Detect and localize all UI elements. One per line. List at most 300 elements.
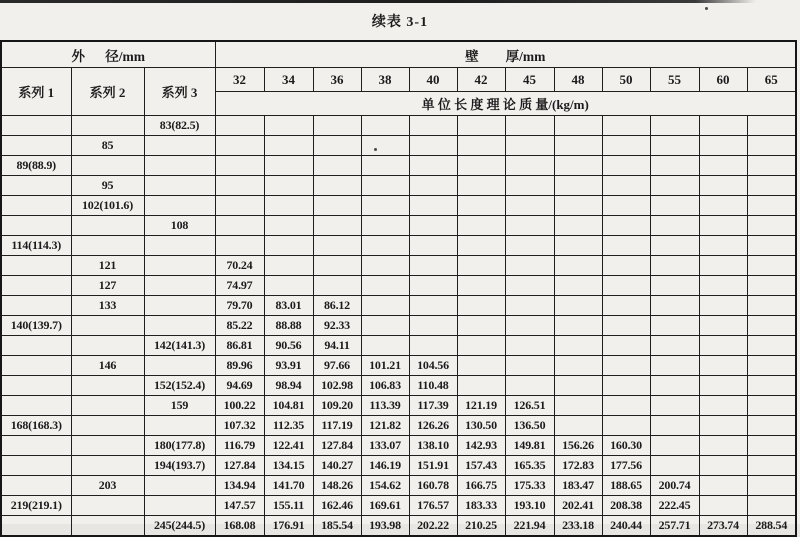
mass-value-cell: 157.43 bbox=[457, 456, 505, 476]
mass-value-cell: 104.81 bbox=[264, 396, 313, 416]
table-row bbox=[1, 396, 796, 416]
mass-value-cell bbox=[505, 196, 554, 216]
series1-cell bbox=[1, 476, 71, 496]
mass-value-cell: 273.74 bbox=[699, 516, 747, 537]
mass-value-cell bbox=[650, 436, 699, 456]
mass-value-cell bbox=[554, 116, 602, 136]
mass-value-cell bbox=[650, 156, 699, 176]
series1-cell bbox=[1, 136, 71, 156]
mass-value-cell bbox=[505, 276, 554, 296]
mass-value-cell: 117.19 bbox=[313, 416, 361, 436]
mass-value-cell bbox=[699, 156, 747, 176]
mass-value-cell: 168.08 bbox=[215, 516, 264, 537]
mass-value-cell: 202.22 bbox=[409, 516, 457, 537]
mass-value-cell bbox=[264, 196, 313, 216]
mass-value-cell: 133.07 bbox=[361, 436, 409, 456]
mass-value-cell bbox=[457, 356, 505, 376]
mass-value-cell bbox=[409, 116, 457, 136]
mass-value-cell bbox=[264, 216, 313, 236]
series2-cell bbox=[71, 216, 144, 236]
series3-cell bbox=[144, 416, 215, 436]
mass-value-cell bbox=[264, 236, 313, 256]
mass-value-cell bbox=[650, 256, 699, 276]
mass-value-cell: 117.39 bbox=[409, 396, 457, 416]
mass-value-cell: 122.41 bbox=[264, 436, 313, 456]
mass-value-cell: 121.19 bbox=[457, 396, 505, 416]
mass-value-cell bbox=[650, 196, 699, 216]
mass-value-cell bbox=[505, 236, 554, 256]
mass-value-cell bbox=[505, 356, 554, 376]
table-body bbox=[1, 116, 796, 537]
mass-value-cell: 222.45 bbox=[650, 496, 699, 516]
series2-cell: 146 bbox=[71, 356, 144, 376]
mass-value-cell: 166.75 bbox=[457, 476, 505, 496]
mass-value-cell: 140.27 bbox=[313, 456, 361, 476]
mass-value-cell bbox=[554, 236, 602, 256]
mass-value-cell bbox=[747, 396, 796, 416]
mass-value-cell bbox=[699, 476, 747, 496]
mass-value-cell bbox=[602, 356, 650, 376]
mass-value-cell bbox=[602, 336, 650, 356]
mass-value-cell bbox=[554, 156, 602, 176]
mass-value-cell bbox=[457, 336, 505, 356]
mass-value-cell bbox=[602, 236, 650, 256]
table-row bbox=[1, 436, 796, 456]
mass-value-cell bbox=[313, 256, 361, 276]
series1-cell bbox=[1, 376, 71, 396]
mass-value-cell bbox=[747, 416, 796, 436]
mass-value-cell bbox=[505, 316, 554, 336]
series1-cell bbox=[1, 296, 71, 316]
mass-value-cell bbox=[409, 156, 457, 176]
mass-value-cell bbox=[361, 216, 409, 236]
mass-value-cell bbox=[747, 156, 796, 176]
mass-value-cell bbox=[505, 176, 554, 196]
mass-value-cell bbox=[264, 136, 313, 156]
mass-value-cell bbox=[313, 216, 361, 236]
table-row bbox=[1, 156, 796, 176]
thickness-col-header: 38 bbox=[361, 68, 409, 92]
mass-value-cell bbox=[457, 316, 505, 336]
mass-value-cell: 106.83 bbox=[361, 376, 409, 396]
mass-value-cell bbox=[361, 276, 409, 296]
mass-value-cell bbox=[650, 456, 699, 476]
mass-value-cell bbox=[650, 296, 699, 316]
pipe-dimensions-table bbox=[0, 40, 797, 537]
scan-edge-artifact bbox=[0, 0, 756, 3]
mass-value-cell: 160.78 bbox=[409, 476, 457, 496]
mass-value-cell bbox=[457, 136, 505, 156]
series2-cell bbox=[71, 156, 144, 176]
mass-value-cell: 172.83 bbox=[554, 456, 602, 476]
mass-value-cell: 149.81 bbox=[505, 436, 554, 456]
mass-value-cell bbox=[215, 156, 264, 176]
mass-value-cell: 183.33 bbox=[457, 496, 505, 516]
thickness-col-header: 50 bbox=[602, 68, 650, 92]
mass-value-cell bbox=[505, 296, 554, 316]
mass-value-cell: 79.70 bbox=[215, 296, 264, 316]
mass-value-cell bbox=[699, 296, 747, 316]
mass-value-cell bbox=[313, 196, 361, 216]
mass-value-cell bbox=[747, 296, 796, 316]
mass-value-cell bbox=[313, 176, 361, 196]
mass-value-cell bbox=[699, 396, 747, 416]
table-row bbox=[1, 216, 796, 236]
mass-value-cell bbox=[747, 216, 796, 236]
mass-value-cell bbox=[747, 236, 796, 256]
table-row bbox=[1, 336, 796, 356]
mass-value-cell: 126.26 bbox=[409, 416, 457, 436]
mass-value-cell: 121.82 bbox=[361, 416, 409, 436]
series3-cell bbox=[144, 296, 215, 316]
mass-value-cell: 165.35 bbox=[505, 456, 554, 476]
series2-cell bbox=[71, 116, 144, 136]
series3-cell: 142(141.3) bbox=[144, 336, 215, 356]
mass-value-cell bbox=[215, 176, 264, 196]
mass-value-cell bbox=[361, 176, 409, 196]
mass-value-cell: 94.69 bbox=[215, 376, 264, 396]
mass-value-cell bbox=[699, 336, 747, 356]
thickness-col-header: 65 bbox=[747, 68, 796, 92]
mass-value-cell bbox=[699, 276, 747, 296]
table-row bbox=[1, 276, 796, 296]
mass-value-cell bbox=[505, 216, 554, 236]
mass-value-cell bbox=[409, 236, 457, 256]
mass-value-cell bbox=[602, 156, 650, 176]
series1-cell: 89(88.9) bbox=[1, 156, 71, 176]
mass-value-cell: 141.70 bbox=[264, 476, 313, 496]
mass-value-cell bbox=[650, 396, 699, 416]
mass-value-cell bbox=[313, 116, 361, 136]
series2-cell bbox=[71, 336, 144, 356]
mass-value-cell bbox=[650, 176, 699, 196]
table-row bbox=[1, 236, 796, 256]
mass-value-cell bbox=[650, 356, 699, 376]
mass-value-cell: 113.39 bbox=[361, 396, 409, 416]
series2-cell bbox=[71, 376, 144, 396]
mass-value-cell bbox=[361, 196, 409, 216]
mass-value-cell bbox=[457, 116, 505, 136]
series1-cell bbox=[1, 196, 71, 216]
series1-cell bbox=[1, 336, 71, 356]
mass-value-cell bbox=[264, 116, 313, 136]
mass-value-cell bbox=[505, 336, 554, 356]
mass-value-cell bbox=[361, 136, 409, 156]
mass-value-cell bbox=[554, 356, 602, 376]
mass-value-cell bbox=[409, 316, 457, 336]
mass-value-cell bbox=[650, 236, 699, 256]
series1-cell bbox=[1, 216, 71, 236]
series1-cell: 219(219.1) bbox=[1, 496, 71, 516]
mass-value-cell: 142.93 bbox=[457, 436, 505, 456]
mass-value-cell bbox=[361, 156, 409, 176]
mass-value-cell bbox=[699, 256, 747, 276]
mass-value-cell: 200.74 bbox=[650, 476, 699, 496]
series1-cell bbox=[1, 356, 71, 376]
mass-value-cell bbox=[457, 256, 505, 276]
mass-value-cell: 202.41 bbox=[554, 496, 602, 516]
series3-cell: 108 bbox=[144, 216, 215, 236]
mass-value-cell bbox=[602, 316, 650, 336]
mass-value-cell bbox=[747, 356, 796, 376]
mass-value-cell: 188.65 bbox=[602, 476, 650, 496]
mass-value-cell bbox=[699, 216, 747, 236]
series2-cell: 133 bbox=[71, 296, 144, 316]
mass-value-cell bbox=[505, 376, 554, 396]
mass-value-cell bbox=[699, 116, 747, 136]
series2-cell bbox=[71, 456, 144, 476]
table-row bbox=[1, 376, 796, 396]
series1-cell bbox=[1, 456, 71, 476]
series1-cell bbox=[1, 176, 71, 196]
mass-value-cell bbox=[554, 296, 602, 316]
mass-value-cell bbox=[699, 196, 747, 216]
mass-value-cell: 104.56 bbox=[409, 356, 457, 376]
series2-cell: 95 bbox=[71, 176, 144, 196]
mass-value-cell: 176.57 bbox=[409, 496, 457, 516]
mass-value-cell bbox=[602, 136, 650, 156]
table-row bbox=[1, 116, 796, 136]
mass-value-cell bbox=[602, 376, 650, 396]
series3-cell bbox=[144, 196, 215, 216]
mass-value-cell: 86.12 bbox=[313, 296, 361, 316]
mass-value-cell: 146.19 bbox=[361, 456, 409, 476]
mass-value-cell bbox=[457, 196, 505, 216]
mass-value-cell bbox=[747, 116, 796, 136]
mass-value-cell: 92.33 bbox=[313, 316, 361, 336]
mass-value-cell: 210.25 bbox=[457, 516, 505, 537]
mass-value-cell: 257.71 bbox=[650, 516, 699, 537]
mass-value-cell: 101.21 bbox=[361, 356, 409, 376]
thickness-col-header: 40 bbox=[409, 68, 457, 92]
mass-value-cell bbox=[602, 276, 650, 296]
mass-value-cell bbox=[361, 256, 409, 276]
thickness-col-header: 42 bbox=[457, 68, 505, 92]
mass-value-cell bbox=[747, 176, 796, 196]
mass-value-cell: 116.79 bbox=[215, 436, 264, 456]
series2-cell: 102(101.6) bbox=[71, 196, 144, 216]
scan-speck bbox=[705, 7, 708, 10]
mass-value-cell bbox=[650, 376, 699, 396]
mass-value-cell bbox=[602, 176, 650, 196]
mass-value-cell bbox=[650, 336, 699, 356]
series3-cell bbox=[144, 496, 215, 516]
mass-value-cell bbox=[699, 316, 747, 336]
mass-value-cell bbox=[409, 136, 457, 156]
series3-cell bbox=[144, 276, 215, 296]
mass-value-cell bbox=[554, 136, 602, 156]
series3-cell: 245(244.5) bbox=[144, 516, 215, 537]
mass-value-cell bbox=[457, 216, 505, 236]
mass-value-cell: 138.10 bbox=[409, 436, 457, 456]
series2-cell bbox=[71, 316, 144, 336]
mass-value-cell: 86.81 bbox=[215, 336, 264, 356]
mass-value-cell: 90.56 bbox=[264, 336, 313, 356]
table-row bbox=[1, 356, 796, 376]
series1-cell: 140(139.7) bbox=[1, 316, 71, 336]
mass-value-cell bbox=[747, 276, 796, 296]
mass-value-cell bbox=[602, 396, 650, 416]
mass-value-cell: 83.01 bbox=[264, 296, 313, 316]
mass-value-cell bbox=[505, 116, 554, 136]
mass-value-cell: 93.91 bbox=[264, 356, 313, 376]
mass-value-cell bbox=[313, 156, 361, 176]
series3-header: 系列 3 bbox=[144, 68, 215, 116]
mass-value-cell bbox=[554, 196, 602, 216]
series3-cell bbox=[144, 136, 215, 156]
series1-cell: 114(114.3) bbox=[1, 236, 71, 256]
mass-value-cell: 176.91 bbox=[264, 516, 313, 537]
mass-value-cell: 221.94 bbox=[505, 516, 554, 537]
mass-value-cell: 97.66 bbox=[313, 356, 361, 376]
thickness-col-header: 36 bbox=[313, 68, 361, 92]
mass-value-cell bbox=[215, 116, 264, 136]
series3-cell: 194(193.7) bbox=[144, 456, 215, 476]
mass-value-cell bbox=[650, 116, 699, 136]
mass-value-cell bbox=[650, 136, 699, 156]
mass-value-cell bbox=[554, 216, 602, 236]
series2-cell bbox=[71, 496, 144, 516]
mass-value-cell bbox=[264, 276, 313, 296]
mass-value-cell bbox=[650, 416, 699, 436]
series2-cell: 85 bbox=[71, 136, 144, 156]
mass-value-cell bbox=[554, 276, 602, 296]
mass-value-cell bbox=[747, 456, 796, 476]
mass-value-cell bbox=[361, 116, 409, 136]
series3-cell bbox=[144, 236, 215, 256]
series1-cell bbox=[1, 276, 71, 296]
mass-value-cell: 193.98 bbox=[361, 516, 409, 537]
mass-value-cell bbox=[215, 216, 264, 236]
mass-value-cell bbox=[699, 456, 747, 476]
unit-mass-header: 单 位 长 度 理 论 质 量/(kg/m) bbox=[215, 92, 796, 116]
mass-value-cell bbox=[505, 156, 554, 176]
mass-value-cell: 151.91 bbox=[409, 456, 457, 476]
mass-value-cell: 112.35 bbox=[264, 416, 313, 436]
page-title: 续表 3-1 bbox=[371, 15, 429, 30]
series2-cell: 203 bbox=[71, 476, 144, 496]
mass-value-cell: 183.47 bbox=[554, 476, 602, 496]
mass-value-cell bbox=[699, 416, 747, 436]
series3-cell bbox=[144, 256, 215, 276]
mass-value-cell: 155.11 bbox=[264, 496, 313, 516]
mass-value-cell bbox=[699, 356, 747, 376]
mass-value-cell bbox=[409, 276, 457, 296]
mass-value-cell bbox=[747, 496, 796, 516]
mass-value-cell: 160.30 bbox=[602, 436, 650, 456]
mass-value-cell bbox=[554, 376, 602, 396]
mass-value-cell: 98.94 bbox=[264, 376, 313, 396]
mass-value-cell bbox=[313, 236, 361, 256]
mass-value-cell: 147.57 bbox=[215, 496, 264, 516]
series1-cell bbox=[1, 516, 71, 537]
series1-header: 系列 1 bbox=[1, 68, 71, 116]
mass-value-cell bbox=[215, 136, 264, 156]
mass-value-cell bbox=[264, 176, 313, 196]
mass-value-cell bbox=[747, 316, 796, 336]
series1-cell bbox=[1, 256, 71, 276]
thickness-col-header: 48 bbox=[554, 68, 602, 92]
mass-value-cell: 85.22 bbox=[215, 316, 264, 336]
mass-value-cell bbox=[409, 216, 457, 236]
mass-value-cell bbox=[699, 376, 747, 396]
mass-value-cell: 233.18 bbox=[554, 516, 602, 537]
mass-value-cell: 127.84 bbox=[313, 436, 361, 456]
mass-value-cell bbox=[313, 276, 361, 296]
mass-value-cell bbox=[699, 136, 747, 156]
series3-cell: 152(152.4) bbox=[144, 376, 215, 396]
mass-value-cell bbox=[457, 376, 505, 396]
series3-cell bbox=[144, 316, 215, 336]
mass-value-cell bbox=[409, 336, 457, 356]
mass-value-cell: 70.24 bbox=[215, 256, 264, 276]
series2-cell bbox=[71, 416, 144, 436]
mass-value-cell: 94.11 bbox=[313, 336, 361, 356]
mass-value-cell bbox=[554, 416, 602, 436]
series2-cell bbox=[71, 236, 144, 256]
table-row bbox=[1, 136, 796, 156]
series3-cell bbox=[144, 156, 215, 176]
mass-value-cell bbox=[215, 236, 264, 256]
series2-header: 系列 2 bbox=[71, 68, 144, 116]
mass-value-cell bbox=[650, 276, 699, 296]
mass-value-cell bbox=[747, 136, 796, 156]
mass-value-cell: 89.96 bbox=[215, 356, 264, 376]
mass-value-cell bbox=[505, 136, 554, 156]
table-row bbox=[1, 476, 796, 496]
mass-value-cell bbox=[457, 176, 505, 196]
mass-value-cell: 107.32 bbox=[215, 416, 264, 436]
mass-value-cell bbox=[409, 196, 457, 216]
mass-value-cell: 88.88 bbox=[264, 316, 313, 336]
mass-value-cell: 109.20 bbox=[313, 396, 361, 416]
mass-value-cell bbox=[699, 436, 747, 456]
mass-value-cell bbox=[264, 156, 313, 176]
mass-value-cell bbox=[457, 296, 505, 316]
series3-cell: 159 bbox=[144, 396, 215, 416]
series1-cell bbox=[1, 396, 71, 416]
mass-value-cell: 134.15 bbox=[264, 456, 313, 476]
mass-value-cell bbox=[361, 316, 409, 336]
mass-value-cell bbox=[361, 236, 409, 256]
mass-value-cell bbox=[361, 336, 409, 356]
table-row bbox=[1, 196, 796, 216]
mass-value-cell bbox=[747, 476, 796, 496]
mass-value-cell bbox=[457, 236, 505, 256]
mass-value-cell bbox=[409, 296, 457, 316]
mass-value-cell: 185.54 bbox=[313, 516, 361, 537]
series3-cell bbox=[144, 356, 215, 376]
mass-value-cell bbox=[457, 276, 505, 296]
thickness-col-header: 55 bbox=[650, 68, 699, 92]
mass-value-cell bbox=[215, 196, 264, 216]
mass-value-cell: 193.10 bbox=[505, 496, 554, 516]
series2-cell bbox=[71, 516, 144, 537]
mass-value-cell: 154.62 bbox=[361, 476, 409, 496]
mass-value-cell bbox=[602, 116, 650, 136]
mass-value-cell: 110.48 bbox=[409, 376, 457, 396]
mass-value-cell bbox=[554, 176, 602, 196]
thickness-col-header: 45 bbox=[505, 68, 554, 92]
thickness-col-header: 32 bbox=[215, 68, 264, 92]
mass-value-cell bbox=[699, 176, 747, 196]
mass-value-cell: 102.98 bbox=[313, 376, 361, 396]
mass-value-cell: 127.84 bbox=[215, 456, 264, 476]
mass-value-cell bbox=[264, 256, 313, 276]
thickness-col-header: 34 bbox=[264, 68, 313, 92]
series2-cell bbox=[71, 396, 144, 416]
mass-value-cell bbox=[554, 396, 602, 416]
